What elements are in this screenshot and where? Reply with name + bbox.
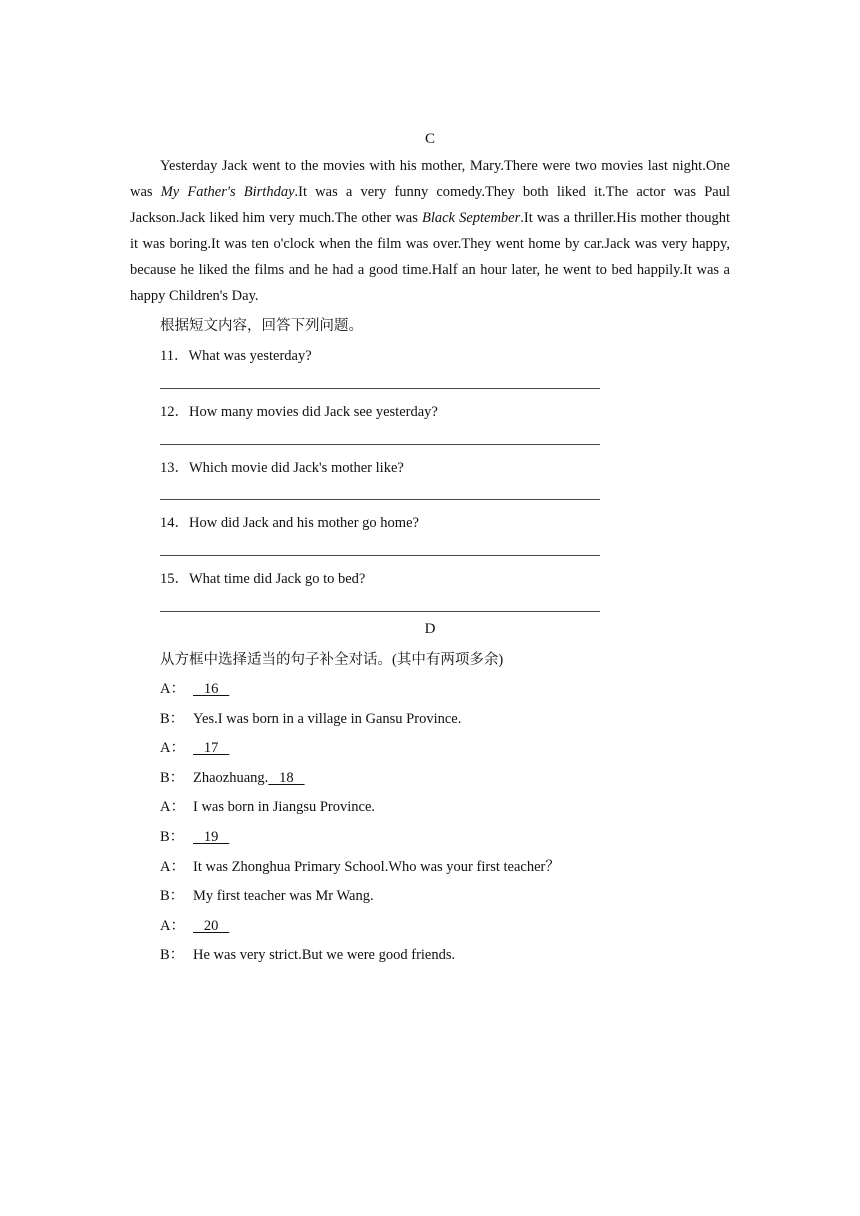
dialogue-line	[160, 795, 375, 816]
speaker-label: A：	[160, 681, 185, 697]
dialogue-text: My first teacher was Mr Wang.	[193, 888, 374, 904]
passage-text-1: Yesterday Jack went to the movies with his mother, Mary.There were two movies last night.One was	[130, 158, 730, 200]
answer-line-11[interactable]	[160, 388, 600, 389]
movie-title-1: My Father's Birthday	[160, 184, 295, 200]
dialogue-line	[160, 943, 455, 964]
speaker-label: A：	[160, 859, 185, 875]
speaker-label: A：	[160, 799, 185, 815]
blank-16[interactable]: 16	[193, 681, 230, 697]
dialogue-text: Yes.I was born in a village in Gansu Province.	[193, 711, 462, 727]
dialogue-line	[160, 825, 229, 846]
blank-18[interactable]: 18	[268, 770, 305, 786]
speaker-label: A：	[160, 740, 185, 756]
question-11: 11．What was yesterday?	[160, 348, 312, 364]
dialogue-text: Zhaozhuang.	[193, 770, 269, 786]
speaker-label: B：	[160, 711, 185, 727]
answer-line-15[interactable]	[160, 611, 600, 612]
section-d-instruction: 从方框中选择适当的句子补全对话。(其中有两项多余)	[160, 652, 504, 668]
movie-title-2: Black September	[421, 210, 521, 226]
section-d-title: D	[424, 621, 436, 637]
blank-17[interactable]: 17	[193, 740, 230, 756]
dialogue-line	[160, 855, 560, 876]
answer-line-13[interactable]	[160, 499, 600, 500]
dialogue-line	[160, 677, 229, 698]
dialogue-line	[160, 766, 305, 787]
section-c-title: C	[424, 131, 435, 147]
question-12: 12．How many movies did Jack see yesterday?	[160, 404, 438, 420]
speaker-label: B：	[160, 888, 185, 904]
question-14: 14．How did Jack and his mother go home?	[160, 515, 419, 531]
passage-text-3: .It was a thriller.His mother thought it was boring.It was ten o'clock when the film was over.They went home by car.Jack was very happy, because he liked the films and he had a good time.Half an hour later, he went to bed happily.It was a happy Children's Day.	[130, 210, 730, 304]
speaker-label: B：	[160, 947, 185, 963]
speaker-label: A：	[160, 918, 185, 934]
question-13: 13．Which movie did Jack's mother like?	[160, 460, 404, 476]
speaker-label: B：	[160, 770, 185, 786]
dialogue-line	[160, 736, 229, 757]
answer-line-12[interactable]	[160, 444, 600, 445]
dialogue-text: He was very strict.But we were good friends.	[193, 947, 456, 963]
question-15: 15．What time did Jack go to bed?	[160, 571, 366, 587]
dialogue-text: It was Zhonghua Primary School.Who was your first teacher？	[193, 859, 560, 875]
speaker-label: B：	[160, 829, 185, 845]
dialogue-text: I was born in Jiangsu Province.	[193, 799, 376, 815]
dialogue-line	[160, 707, 461, 728]
reading-passage	[130, 153, 730, 309]
blank-19[interactable]: 19	[193, 829, 230, 845]
dialogue-line	[160, 884, 374, 905]
passage-text-2: .It was a very funny comedy.They both liked it.The actor was Paul Jackson.Jack liked him very much.The other was	[130, 184, 731, 226]
section-c-instruction: 根据短文内容，回答下列问题。	[160, 318, 363, 334]
answer-line-14[interactable]	[160, 555, 600, 556]
dialogue-line	[160, 914, 229, 935]
blank-20[interactable]: 20	[193, 918, 230, 934]
